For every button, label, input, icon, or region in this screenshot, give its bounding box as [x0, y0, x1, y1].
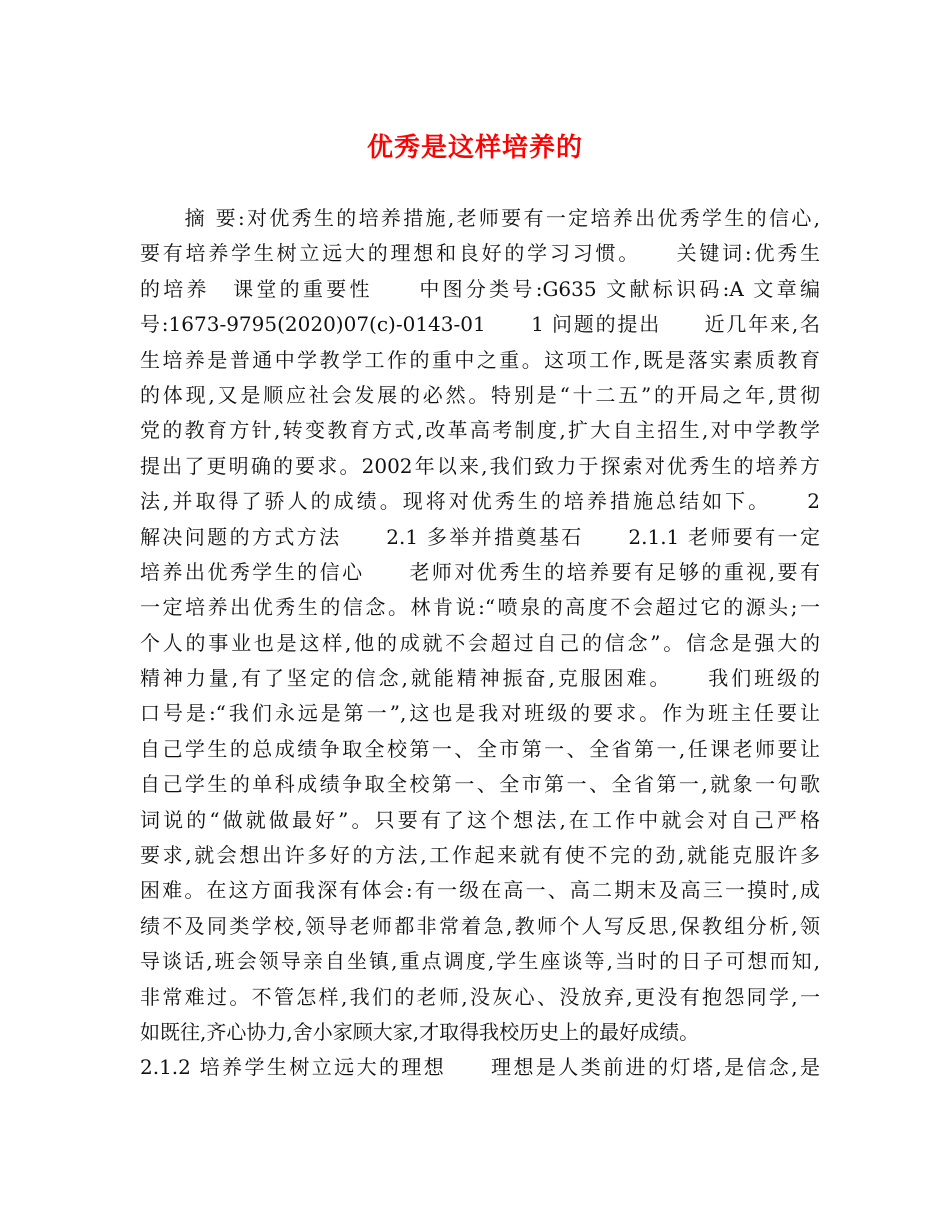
body-line: 自己学生的总成绩争取全校第一、全市第一、全省第一,任课老师要让: [140, 736, 820, 761]
document-title: 优秀是这样培养的: [366, 133, 583, 163]
body-line: 解决问题的方式方法 2.1 多举并措奠基石 2.1.1 老师要有一定: [140, 524, 820, 549]
body-line: 党的教育方针,转变教育方式,改革高考制度,扩大自主招生,对中学教学: [140, 418, 820, 443]
body-line: 培养出优秀学生的信心 老师对优秀生的培养要有足够的重视,要有: [140, 559, 820, 584]
body-line: 困难。在这方面我深有体会:有一级在高一、高二期末及高三一摸时,成: [140, 878, 820, 903]
document-body: [140, 201, 820, 1086]
body-line: 提出了更明确的要求。2002年以来,我们致力于探索对优秀生的培养方: [140, 453, 820, 478]
body-line: 如既往,齐心协力,舍小家顾大家,才取得我校历史上的最好成绩。: [140, 1019, 700, 1044]
body-line: 绩不及同类学校,领导老师都非常着急,教师个人写反思,保教组分析,领: [140, 913, 820, 938]
body-line: 要有培养学生树立远大的理想和良好的学习习惯。 关键词:优秀生: [140, 241, 820, 266]
body-line: 的培养 课堂的重要性 中图分类号:G635 文献标识码:A 文章编: [140, 276, 820, 301]
body-line: 号:1673-9795(2020)07(c)-0143-01 1 问题的提出 近几年来,名: [140, 312, 820, 337]
body-line: 一定培养出优秀生的信念。林肯说:“喷泉的高度不会超过它的源头;一: [140, 595, 820, 620]
body-line: 个人的事业也是这样,他的成就不会超过自己的信念”。信念是强大的: [140, 630, 820, 655]
body-line: 要求,就会想出许多好的方法,工作起来就有使不完的劲,就能克服许多: [140, 843, 820, 868]
body-line: 导谈话,班会领导亲自坐镇,重点调度,学生座谈等,当时的日子可想而知,: [140, 949, 820, 974]
body-line: 法,并取得了骄人的成绩。现将对优秀生的培养措施总结如下。 2: [140, 489, 820, 514]
body-line: 非常难过。不管怎样,我们的老师,没灰心、没放弃,更没有抱怨同学,一: [140, 984, 820, 1009]
body-line: 生培养是普通中学教学工作的重中之重。这项工作,既是落实素质教育: [140, 347, 820, 372]
body-line: 2.1.2 培养学生树立远大的理想 理想是人类前进的灯塔,是信念,是: [140, 1055, 820, 1080]
body-line: 口号是:“我们永远是第一”,这也是我对班级的要求。作为班主任要让: [140, 701, 820, 726]
body-line: 词说的“做就做最好”。只要有了这个想法,在工作中就会对自己严格: [140, 807, 820, 832]
body-line: 的体现,又是顺应社会发展的必然。特别是“十二五”的开局之年,贯彻: [140, 382, 820, 407]
body-line: 摘 要:对优秀生的培养措施,老师要有一定培养出优秀学生的信心,: [140, 206, 820, 230]
body-line: 精神力量,有了坚定的信念,就能精神振奋,克服困难。 我们班级的: [140, 666, 820, 691]
body-line: 自己学生的单科成绩争取全校第一、全市第一、全省第一,就象一句歌: [140, 772, 820, 797]
